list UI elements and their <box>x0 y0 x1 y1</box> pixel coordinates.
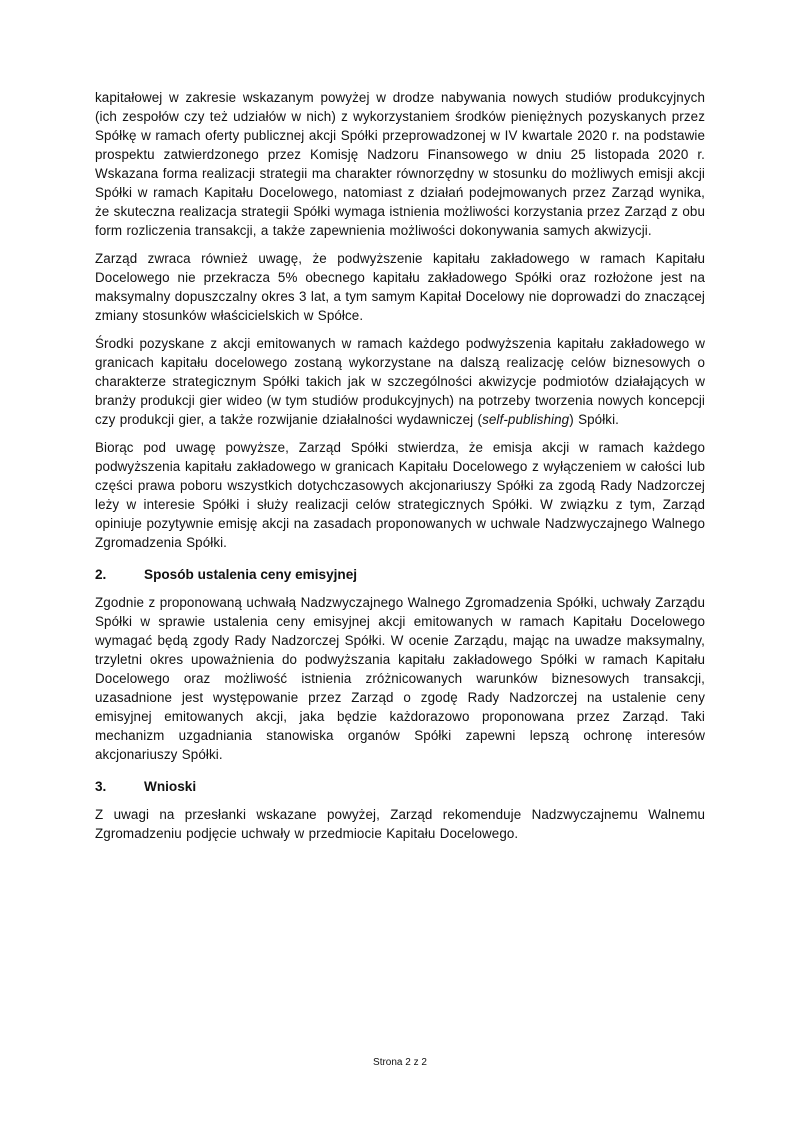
page-number-label: Strona 2 z 2 <box>373 1057 427 1068</box>
paragraph: Z uwagi na przesłanki wskazane powyżej, Zarząd rekomenduje Nadzwyczajnemu Walnemu Zgromadzeniu podjęcie uchwały w przedmiocie Kapitału Docelowego. <box>95 807 705 841</box>
paragraph: Zarząd zwraca również uwagę, że podwyższenie kapitału zakładowego w ramach Kapitału Docelowego nie przekracza 5% obecnego kapitału zakładowego Spółki oraz rozłożone jest na maksymalny dopuszczalny okres 3 lat, a tym samym Kapitał Docelowy nie doprowadzi do znaczącej zmiany stosunków właścicielskich w Spółce. <box>95 251 705 323</box>
page-footer <box>0 1056 800 1069</box>
document-content <box>95 88 705 852</box>
paragraph-text: Środki pozyskane z akcji emitowanych w ramach każdego podwyższenia kapitału zakładowego w granicach kapitału docelowego zostaną wykorzystane na dalszą realizację celów biznesowych o charakterze strategicznym Spółki takich jak w szczególności akwizycje podmiotów działających w branży produkcji gier wideo (w tym studiów produkcyjnych) na potrzeby tworzenia nowych koncepcji czy produkcji gier, a także rozwijanie działalności wydawniczej ( <box>95 336 705 427</box>
section-number: 2. <box>95 567 107 582</box>
section-number: 3. <box>95 779 107 794</box>
section-heading-2 <box>95 565 705 584</box>
section-title: Wnioski <box>144 779 197 794</box>
paragraph: Zgodnie z proponowaną uchwałą Nadzwyczajnego Walnego Zgromadzenia Spółki, uchwały Zarządu Spółki w sprawie ustalenia ceny emisyjnej akcji emitowanych w ramach Kapitału Docelowego wymagać będą zgody Rady Nadzorczej Spółki. W ocenie Zarządu, mając na uwadze maksymalny, trzyletni okres upoważnienia do podwyższania kapitału zakładowego Spółki w ramach Kapitału Docelowego oraz możliwość istnienia zróżnicowanych warunków biznesowych transakcji, uzasadnione jest występowanie przez Zarząd o zgodę Rady Nadzorczej na ustalenie ceny emisyjnej emitowanych akcji, jaka będzie każdorazowo proponowana przez Zarząd. Taki mechanizm uzgadniania stanowiska organów Spółki zapewni lepszą ochronę interesów akcjonariuszy Spółki. <box>95 595 705 762</box>
section-title: Sposób ustalenia ceny emisyjnej <box>144 567 358 582</box>
paragraph: Biorąc pod uwagę powyższe, Zarząd Spółki stwierdza, że emisja akcji w ramach każdego podwyższenia kapitału zakładowego w granicach Kapitału Docelowego z wyłączeniem w całości lub części prawa poboru wszystkich dotychczasowych akcjonariuszy Spółki za zgodą Rady Nadzorczej leży w interesie Spółki i służy realizacji celów strategicznych Spółki. W związku z tym, Zarząd opiniuje pozytywnie emisję akcji na zasadach proponowanych w uchwale Nadzwyczajnego Walnego Zgromadzenia Spółki. <box>95 440 705 550</box>
paragraph-text: ) Spółki. <box>569 412 619 427</box>
paragraph: kapitałowej w zakresie wskazanym powyżej w drodze nabywania nowych studiów produkcyjnych (ich zespołów czy też udziałów w nich) z wykorzystaniem środków pieniężnych pozyskanych przez Spółkę w ramach oferty publicznej akcji Spółki przeprowadzonej w IV kwartale 2020 r. na podstawie prospektu zatwierdzonego przez Komisję Nadzoru Finansowego w dniu 25 listopada 2020 r. Wskazana forma realizacji strategii ma charakter równorzędny w stosunku do możliwych emisji akcji Spółki w ramach Kapitału Docelowego, natomiast z działań podejmowanych przez Zarząd wynika, że skuteczna realizacja strategii Spółki wymaga istnienia możliwości korzystania przez Zarząd z obu form rozliczenia transakcji, a także zapewnienia możliwości dokonywania samych akwizycji. <box>95 90 705 238</box>
section-heading-3 <box>95 777 705 796</box>
paragraph <box>95 334 705 429</box>
italic-term: self-publishing <box>482 412 570 427</box>
